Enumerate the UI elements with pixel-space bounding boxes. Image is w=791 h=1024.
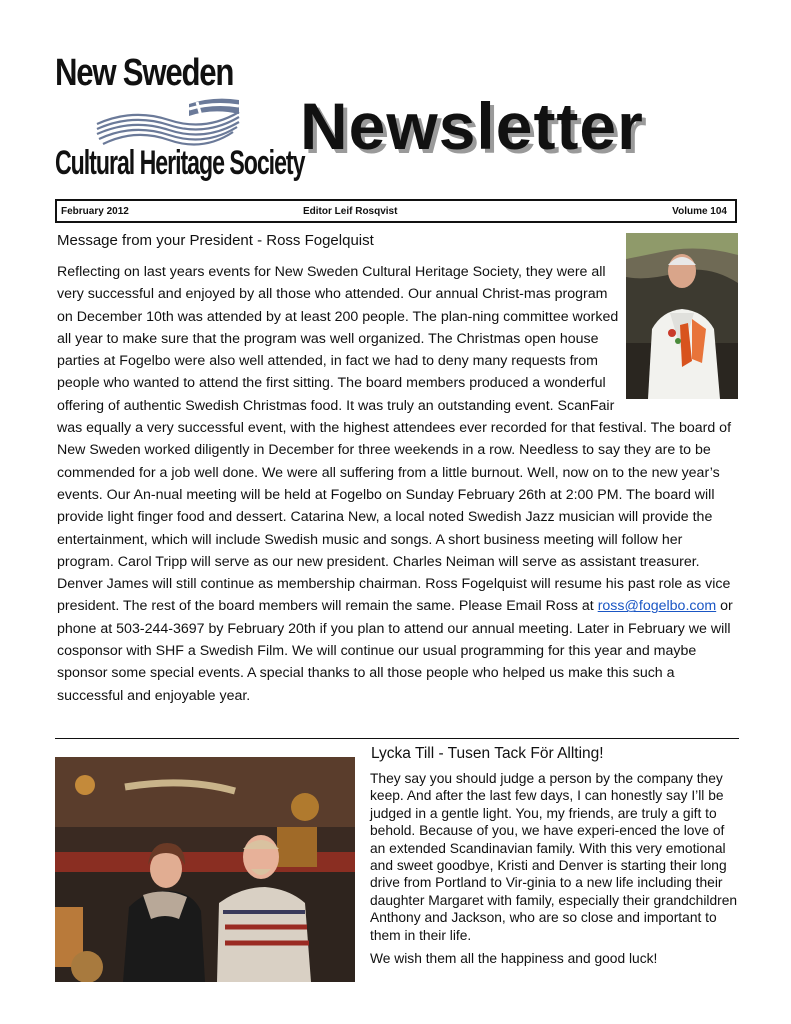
logo-line-2: Cultural Heritage Society bbox=[55, 144, 305, 182]
article1-body bbox=[57, 261, 740, 707]
masthead-title: Newsletter bbox=[300, 89, 644, 163]
article2-body bbox=[370, 770, 738, 973]
article2-title: Lycka Till - Tusen Tack För Allting! bbox=[371, 745, 604, 762]
couple-photo-icon bbox=[55, 757, 355, 982]
issue-info-bar bbox=[55, 199, 737, 223]
society-logo bbox=[55, 52, 305, 192]
article2-paragraph-2: We wish them all the happiness and good luck! bbox=[370, 951, 658, 967]
section-divider bbox=[55, 738, 739, 739]
article2-paragraph-1: They say you should judge a person by the company they keep. And after the last few days, I can honestly say I’ll be judged in a gentle light. You, my friends, are truly a gift to behold. Because of you, we have experi-enced the love of an extended Scandinavian family. With this very emotional and sweet goodbye, Kristi and Denver is starting their long drive from Portland to Vir-ginia to a new life including their daughter Margaret with family, especially their grandchildren Anthony and Jackson, who are so close and important to them in their life. bbox=[370, 771, 738, 943]
waving-flag-icon bbox=[93, 94, 243, 146]
issue-date: February 2012 bbox=[61, 206, 129, 217]
article1-title: Message from your President - Ross Fogelquist bbox=[57, 232, 374, 249]
photo-wrap-spacer bbox=[622, 261, 740, 411]
volume-number: Volume 104 bbox=[672, 206, 727, 217]
email-link[interactable]: ross@fogelbo.com bbox=[597, 598, 717, 615]
article1-body-part1: Reflecting on last years events for New Sweden Cultural Heritage Society, they were all very successful and enjoyed by all those who attended. Our annual Christ-mas program on December 10th was attended by at least 200 people. The plan-ning committee worked all year to make sure that the program was well organized. The Christmas open house parties at Fogelbo were also well attended, in fact we had to deny many requests from people who wanted to attend the first sitting. The board members produced a wonderful offering of authentic Swedish Christmas food. It was truly an outstanding event. ScanFair was equally a very successful event, with the highest attendees ever recorded for that festival. The board of New Sweden worked diligently in December for three weekends in a row. Needless to say they are to be commended for a job well done. We were all suffering from a little burnout. Well, now on to the new year’s events. Our An-nual meeting will be held at Fogelbo on Sunday February 26th at 2:00 PM. The board will provide light finger food and dessert. Catarina New, a local noted Swedish Jazz musician will provide the entertainment, which will include Swedish music and songs. A short business meeting will follow her program. Carol Tripp will serve as our new president. Charles Neiman will serve as assistant treasurer. Denver James will still continue as membership chairman. Ross Fogelquist will resume his past role as vice president. The rest of the board members will remain the same. Please Email Ross at bbox=[57, 264, 732, 615]
editor-name: Editor Leif Rosqvist bbox=[303, 206, 398, 217]
article1-body-part2: or phone at 503-244-3697 by February 20th if you plan to attend our annual meeting. Later in February we will cosponsor with SHF a Swedish Film. We will continue our usual programming for this year and maybe sponsor some special events. A special thanks to all those people who helped us make this such a successful and enjoyable year. bbox=[57, 598, 733, 704]
logo-line-1: New Sweden bbox=[55, 52, 234, 94]
